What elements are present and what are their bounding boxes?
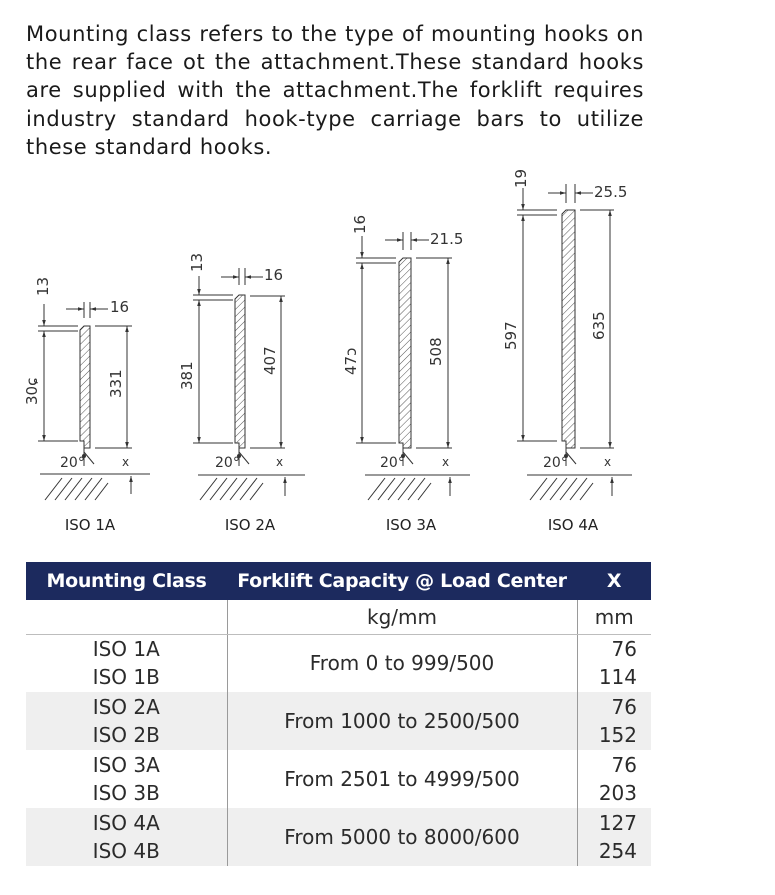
iso-1a-x: x	[122, 455, 130, 469]
iso-1a-outer-height: 331	[107, 369, 125, 398]
x-cell	[577, 750, 651, 808]
x-cell	[577, 634, 651, 692]
iso-4a-angle: 20°	[543, 455, 568, 471]
class-cell	[26, 692, 227, 750]
mounting-class-table	[26, 562, 651, 866]
class-name: ISO 2A	[92, 695, 160, 719]
iso-3a-thickness: 21.5	[430, 230, 464, 248]
table-row	[26, 750, 651, 808]
header-x: X	[577, 562, 651, 600]
hook-diagrams	[0, 160, 775, 550]
class-name: ISO 3B	[92, 781, 160, 805]
iso-1a-angle: 20°	[60, 455, 85, 471]
iso-1a-top-gap: 13	[34, 276, 52, 296]
x-value: 114	[598, 665, 637, 690]
hook-diagrams-svg	[0, 160, 775, 550]
iso-4a-top-gap: 19	[512, 168, 530, 188]
capacity-cell: From 1000 to 2500/500	[227, 692, 577, 750]
diagram-label-iso-2a: ISO 2A	[224, 516, 276, 534]
iso-3a-angle: 20°	[380, 455, 405, 471]
diagram-label-iso-1a: ISO 1A	[64, 516, 116, 534]
class-name: ISO 4B	[92, 839, 160, 863]
class-name: ISO 1B	[92, 665, 160, 690]
hook-iso-4a	[517, 184, 632, 500]
unit-capacity: kg/mm	[227, 600, 577, 634]
header-forklift-capacity: Forklift Capacity @ Load Center	[227, 562, 577, 600]
unit-x: mm	[577, 600, 651, 634]
header-mounting-class: Mounting Class	[26, 562, 227, 600]
x-value: 203	[598, 781, 637, 805]
hook-iso-3a	[356, 232, 470, 500]
class-cell	[26, 808, 227, 866]
iso-1a-thickness: 16	[110, 298, 130, 316]
class-cell	[26, 750, 227, 808]
class-name: ISO 2B	[92, 723, 160, 747]
iso-2a-x: x	[276, 455, 284, 469]
x-value: 254	[598, 839, 637, 863]
diagram-label-iso-4a: ISO 4A	[547, 516, 599, 534]
table-row	[26, 634, 651, 692]
class-name: ISO 1A	[92, 637, 160, 662]
iso-2a-inner-height: 381	[178, 361, 196, 390]
intro-paragraph: Mounting class refers to the type of mounting hooks on the rear face ot the attachment.These standard hooks are supplied with the attachment.The forklift requires industry standard hook-type carriage bars to utilize these standard hooks.	[26, 22, 644, 159]
unit-mounting-class	[26, 600, 227, 634]
class-cell	[26, 634, 227, 692]
hook-iso-1a	[38, 302, 150, 500]
iso-2a-outer-height: 407	[261, 346, 279, 375]
capacity-cell: From 0 to 999/500	[227, 634, 577, 692]
x-cell	[577, 808, 651, 866]
iso-3a-x: x	[442, 455, 450, 469]
iso-3a-top-gap: 16	[351, 214, 369, 234]
iso-2a-angle: 20°	[215, 455, 240, 471]
table-row	[26, 808, 651, 866]
iso-4a-x: x	[604, 455, 612, 469]
iso-2a-top-gap: 13	[188, 252, 206, 272]
class-name: ISO 3A	[92, 753, 160, 777]
iso-3a-inner-height: 47ɔ	[342, 347, 360, 375]
capacity-cell: From 2501 to 4999/500	[227, 750, 577, 808]
iso-2a-thickness: 16	[264, 266, 284, 284]
x-value: 152	[598, 723, 637, 747]
iso-3a-outer-height: 508	[427, 337, 445, 366]
iso-4a-outer-height: 635	[590, 311, 608, 340]
iso-1a-inner-height: 30ɕ	[23, 377, 41, 405]
x-value: 76	[611, 695, 637, 719]
iso-4a-inner-height: 597	[502, 321, 520, 350]
capacity-cell: From 5000 to 8000/600	[227, 808, 577, 866]
diagram-label-iso-3a: ISO 3A	[385, 516, 437, 534]
units-row	[26, 600, 651, 634]
x-value: 127	[598, 811, 637, 835]
x-cell	[577, 692, 651, 750]
class-name: ISO 4A	[92, 811, 160, 835]
iso-4a-thickness: 25.5	[594, 183, 628, 201]
table-row	[26, 692, 651, 750]
x-value: 76	[611, 753, 637, 777]
hook-iso-2a	[193, 268, 305, 500]
table-header-row	[26, 562, 651, 600]
x-value: 76	[611, 637, 637, 662]
